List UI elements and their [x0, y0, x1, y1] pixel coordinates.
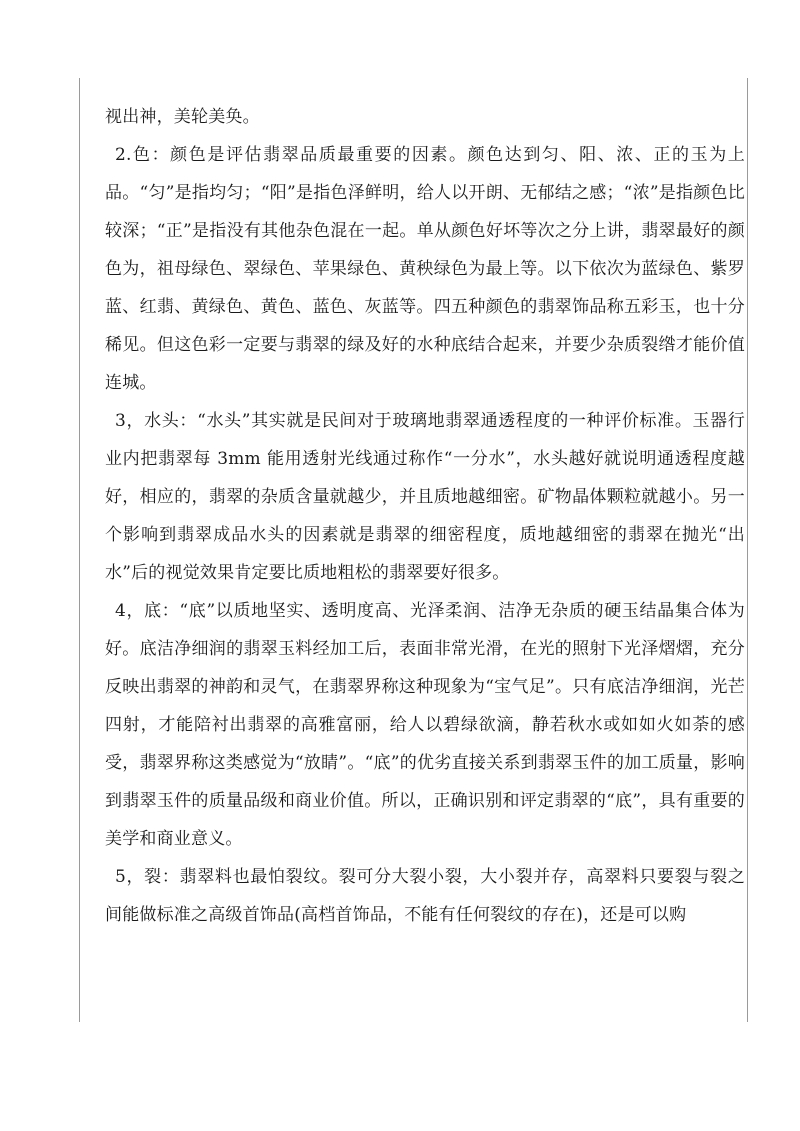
document-body	[105, 98, 745, 934]
paragraph-continuation: 视出神，美轮美奂。	[105, 107, 260, 127]
paragraph-color: 2.色：颜色是评估翡翠品质最重要的因素。颜色达到匀、阳、浓、正的玉为上品。“匀”是指均匀；“阳”是指色泽鲜明，给人以开朗、无郁结之感；“浓”是指颜色比较深；“正”是指没有其他杂色混在一起。单从颜色好坏等次之分上讲，翡翠最好的颜色为，祖母绿色、翠绿色、苹果绿色、黄秧绿色为最上等。以下依次为蓝绿色、紫罗蓝、红翡、黄绿色、黄色、蓝色、灰蓝等。四五种颜色的翡翠饰品称五彩玉，也十分稀见。但这色彩一定要与翡翠的绿及好的水种底结合起来，并要少杂质裂绺才能价值连城。	[105, 145, 745, 393]
paragraph-cracks: 5，裂：翡翠料也最怕裂纹。裂可分大裂小裂，大小裂并存，高翠料只要裂与裂之间能做标准之高级首饰品(高档首饰品，不能有任何裂纹的存在)，还是可以购	[105, 867, 745, 925]
paragraph-base: 4，底：“底”以质地坚实、透明度高、光泽柔润、洁净无杂质的硬玉结晶集合体为好。底洁净细润的翡翠玉料经加工后，表面非常光滑，在光的照射下光泽熠熠，充分反映出翡翠的神韵和灵气，在翡翠界称这种现象为“宝气足”。只有底洁净细润，光芒四射，才能陪衬出翡翠的高雅富丽，给人以碧绿欲滴，静若秋水或如如火如荼的感受，翡翠界称这类感觉为“放睛”。“底”的优劣直接关系到翡翠玉件的加工质量，影响到翡翠玉件的质量品级和商业价值。所以，正确识别和评定翡翠的“底”，具有重要的美学和商业意义。	[105, 601, 745, 849]
paragraph-water-head: 3，水头：“水头”其实就是民间对于玻璃地翡翠通透程度的一种评价标准。玉器行业内把翡翠每 3mm 能用透射光线通过称作“一分水”，水头越好就说明通透程度越好，相应的，翡翠的杂质含量就越少，并且质地越细密。矿物晶体颗粒就越小。另一个影响到翡翠成品水头的因素就是翡翠的细密程度，质地越细密的翡翠在抛光“出水”后的视觉效果肯定要比质地粗松的翡翠要好很多。	[105, 411, 745, 583]
